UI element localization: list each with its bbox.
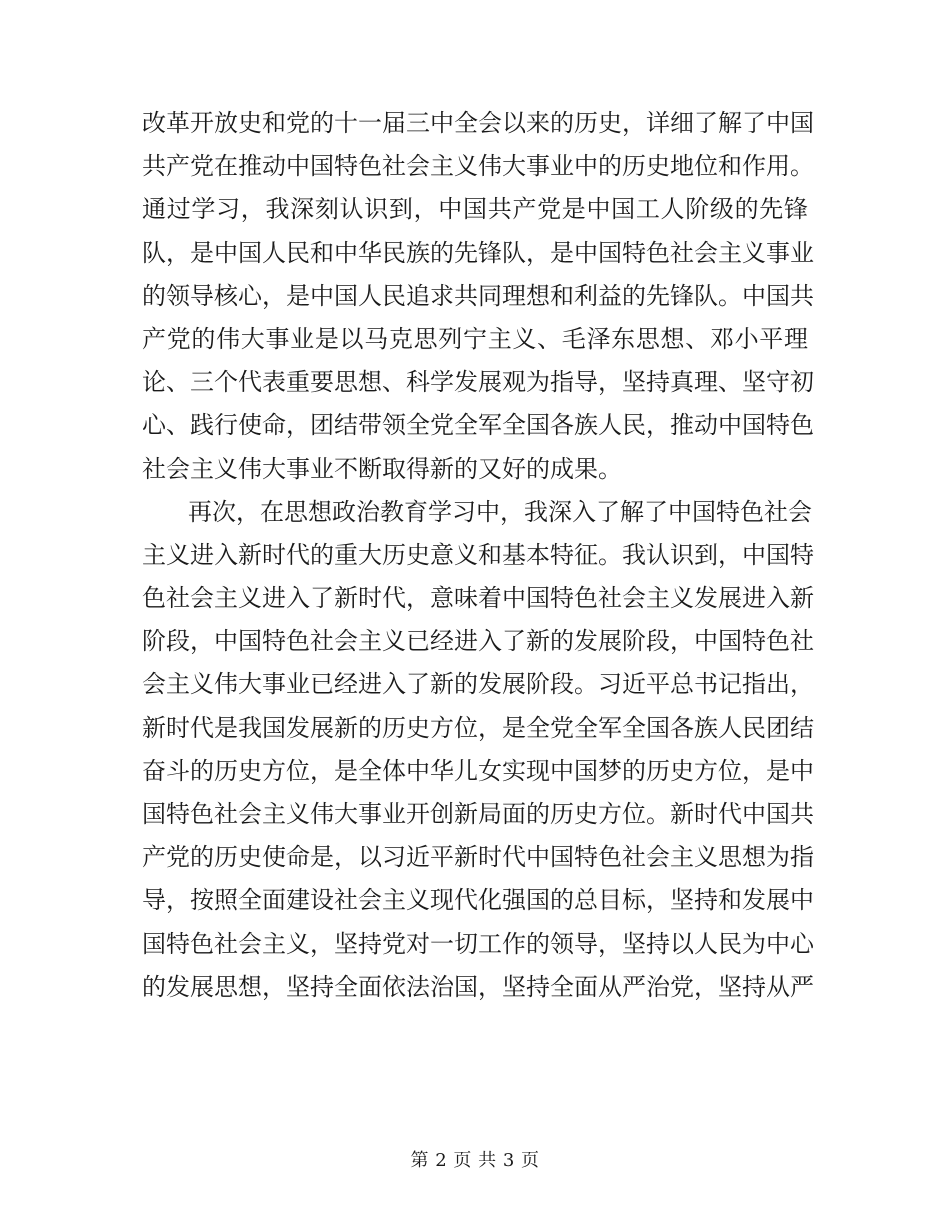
text-line: 的发展思想，坚持全面依法治国，坚持全面从严治党，坚持从严 (142, 972, 814, 1001)
text-line: 主义进入新时代的重大历史意义和基本特征。我认识到，中国特 (142, 540, 814, 569)
text-line: 心、践行使命，团结带领全党全军全国各族人民，推动中国特色 (142, 411, 814, 440)
text-line: 国特色社会主义，坚持党对一切工作的领导，坚持以人民为中心 (142, 929, 814, 958)
text-line: 导，按照全面建设社会主义现代化强国的总目标，坚持和发展中 (142, 886, 814, 915)
text-line: 论、三个代表重要思想、科学发展观为指导，坚持真理、坚守初 (142, 368, 814, 397)
text-line: 阶段，中国特色社会主义已经进入了新的发展阶段，中国特色社 (142, 627, 814, 656)
page-number-footer: 第 2 页 共 3 页 (410, 1150, 540, 1171)
text-line: 的领导核心，是中国人民追求共同理想和利益的先锋队。中国共 (142, 281, 814, 310)
text-line: 队，是中国人民和中华民族的先锋队，是中国特色社会主义事业 (142, 238, 814, 267)
text-line: 社会主义伟大事业不断取得新的又好的成果。 (142, 454, 622, 483)
text-line: 产党的历史使命是，以习近平新时代中国特色社会主义思想为指 (142, 843, 814, 872)
text-line: 改革开放史和党的十一届三中全会以来的历史，详细了解了中国 (142, 109, 814, 137)
text-line: 共产党在推动中国特色社会主义伟大事业中的历史地位和作用。 (142, 152, 814, 181)
text-line: 通过学习，我深刻认识到，中国共产党是中国工人阶级的先锋 (142, 195, 808, 224)
text-line: 国特色社会主义伟大事业开创新局面的历史方位。新时代中国共 (142, 800, 814, 828)
text-line: 产党的伟大事业是以马克思列宁主义、毛泽东思想、邓小平理 (142, 324, 808, 353)
text-line: 新时代是我国发展新的历史方位，是全党全军全国各族人民团结 (142, 713, 814, 742)
body-text (142, 102, 814, 1009)
text-line: 奋斗的历史方位，是全体中华儿女实现中国梦的历史方位，是中 (142, 756, 814, 785)
text-line: 会主义伟大事业已经进入了新的发展阶段。习近平总书记指出， (142, 670, 814, 699)
text-line: 再次，在思想政治教育学习中，我深入了解了中国特色社会 (188, 497, 812, 526)
paragraph-2 (142, 491, 814, 1009)
paragraph-1 (142, 102, 814, 491)
text-line: 色社会主义进入了新时代，意味着中国特色社会主义发展进入新 (142, 584, 814, 613)
